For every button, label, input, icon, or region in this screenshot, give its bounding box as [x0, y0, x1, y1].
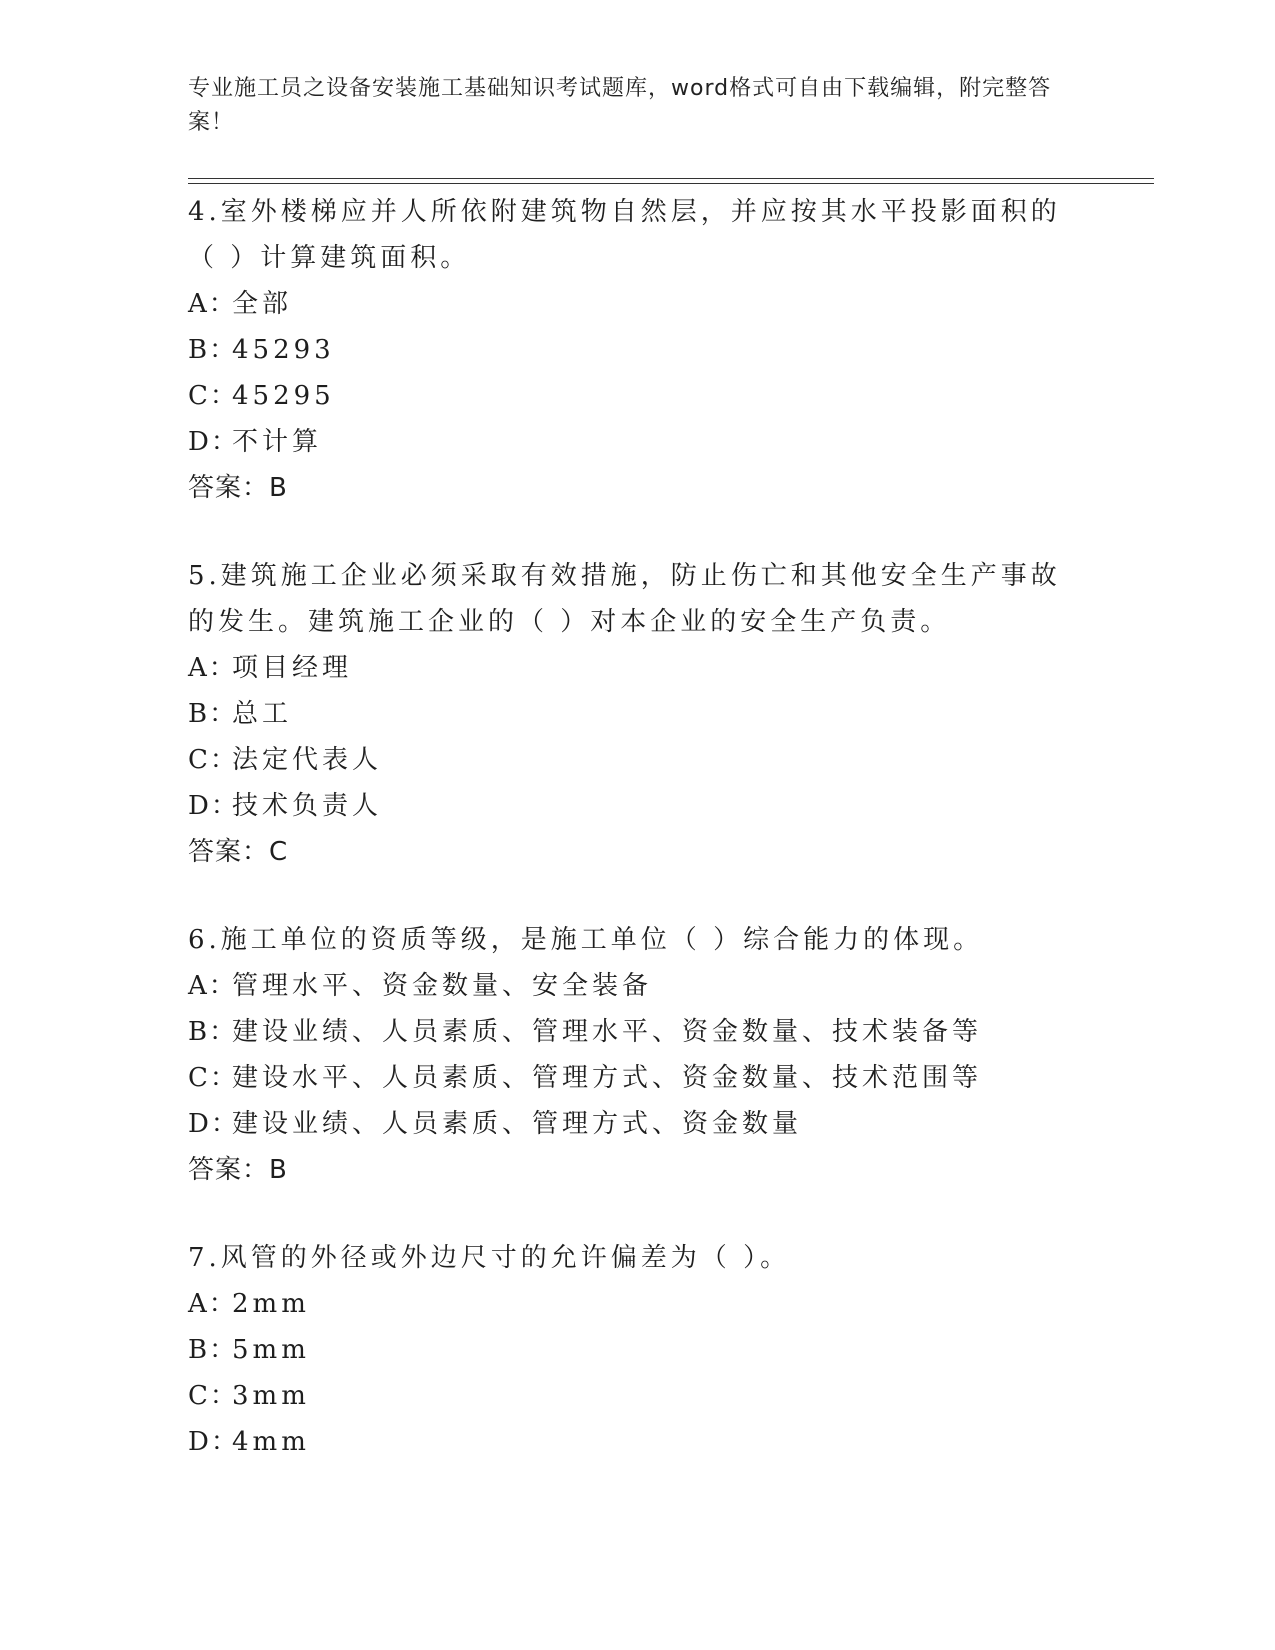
option-a: [188, 281, 1068, 327]
option-key: B：: [188, 335, 238, 365]
option-c: [188, 1373, 1068, 1419]
option-text: 建设水平、人员素质、管理方式、资金数量、技术范围等: [232, 1063, 983, 1093]
option-text: 全部: [232, 289, 293, 319]
option-text: 2mm: [232, 1289, 310, 1319]
option-text: 技术负责人: [232, 791, 383, 821]
answer-line: 答案：B: [188, 1155, 288, 1185]
answer-line: 答案：B: [188, 473, 288, 503]
option-d: [188, 1101, 1068, 1147]
question-stem: 5.建筑施工企业必须采取有效措施，防止伤亡和其他安全生产事故的发生。建筑施工企业的（ ）对本企业的安全生产负责。: [188, 561, 1061, 637]
option-text: 法定代表人: [232, 745, 383, 775]
option-b: [188, 1327, 1068, 1373]
option-key: A：: [188, 971, 237, 1001]
question-block: [188, 553, 1068, 875]
option-key: D：: [188, 1109, 239, 1139]
option-text: 不计算: [232, 427, 323, 457]
option-c: [188, 1055, 1068, 1101]
option-text: 管理水平、资金数量、安全装备: [232, 971, 653, 1001]
header-divider-bottom: [188, 183, 1154, 184]
option-text: 项目经理: [232, 653, 353, 683]
option-a: [188, 645, 1068, 691]
option-key: A：: [188, 1289, 237, 1319]
option-c: [188, 737, 1068, 783]
option-d: [188, 783, 1068, 829]
option-d: [188, 1419, 1068, 1465]
option-key: D：: [188, 791, 239, 821]
option-key: D：: [188, 427, 239, 457]
option-key: C：: [188, 1063, 238, 1093]
option-d: [188, 419, 1068, 465]
option-key: D：: [188, 1427, 239, 1457]
question-stem: 4.室外楼梯应并人所依附建筑物自然层，并应按其水平投影面积的（ ）计算建筑面积。: [188, 197, 1061, 273]
question-block: [188, 189, 1068, 511]
option-key: A：: [188, 289, 237, 319]
option-text: 建设业绩、人员素质、管理水平、资金数量、技术装备等: [232, 1017, 983, 1047]
option-key: A：: [188, 653, 237, 683]
document-header: 专业施工员之设备安装施工基础知识考试题库，word格式可自由下载编辑，附完整答案！: [188, 76, 1052, 135]
option-text: 4mm: [232, 1427, 310, 1457]
option-text: 45293: [232, 335, 335, 365]
option-a: [188, 963, 1068, 1009]
option-a: [188, 1281, 1068, 1327]
answer-line: 答案：C: [188, 837, 289, 867]
option-key: B：: [188, 1335, 238, 1365]
option-text: 总工: [232, 699, 293, 729]
option-c: [188, 373, 1068, 419]
option-text: 45295: [232, 381, 335, 411]
option-b: [188, 691, 1068, 737]
option-key: B：: [188, 1017, 238, 1047]
option-key: C：: [188, 381, 238, 411]
option-b: [188, 327, 1068, 373]
question-stem: 6.施工单位的资质等级，是施工单位（ ）综合能力的体现。: [188, 925, 984, 955]
question-block: [188, 1235, 1068, 1465]
header-divider-top: [188, 178, 1154, 179]
option-text: 5mm: [232, 1335, 310, 1365]
option-b: [188, 1009, 1068, 1055]
option-key: C：: [188, 1381, 238, 1411]
option-text: 建设业绩、人员素质、管理方式、资金数量: [232, 1109, 803, 1139]
question-block: [188, 917, 1068, 1193]
option-text: 3mm: [232, 1381, 310, 1411]
option-key: C：: [188, 745, 238, 775]
option-key: B：: [188, 699, 238, 729]
question-stem: 7.风管的外径或外边尺寸的允许偏差为（ ）。: [188, 1243, 791, 1273]
